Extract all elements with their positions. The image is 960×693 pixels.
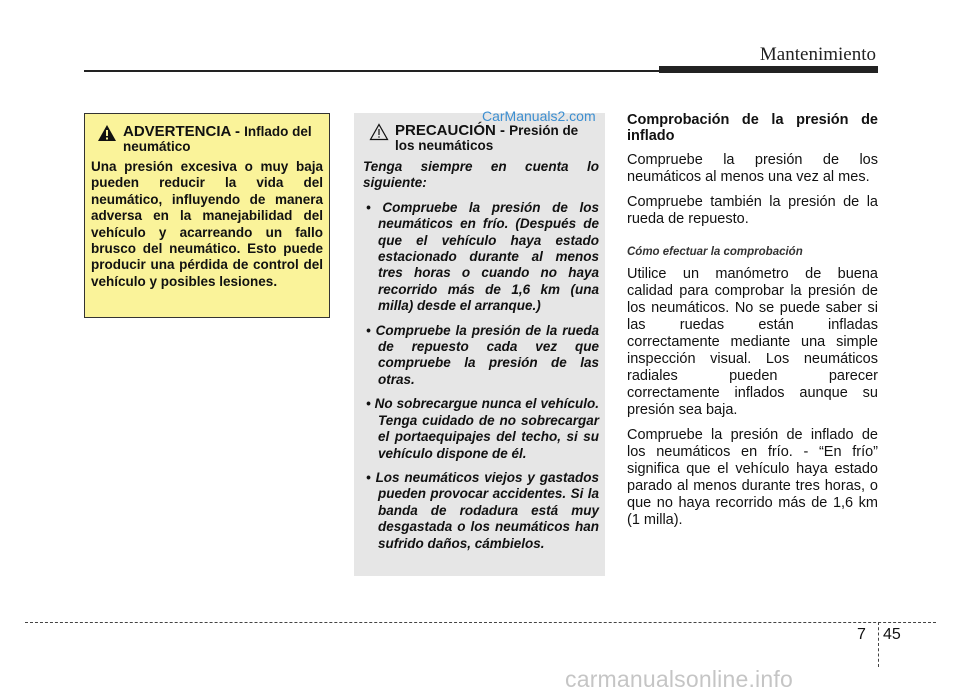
caution-item: • No sobrecargue nunca el vehículo. Tenga cuidado de no sobrecargar el portaequipajes del techo, si su vehículo dispone de él. (366, 396, 599, 461)
warning-box (84, 113, 330, 318)
paragraph: Utilice un manómetro de buena calidad para comprobar la presión de los neumáticos. No se puede saber si las ruedas están infladas correctamente mediante una simple inspección visual. Los neumáticos radiales pueden parecer correctamente inflados aunque su presión sea baja. (627, 266, 878, 418)
warning-title (123, 124, 323, 154)
caution-title (395, 123, 599, 153)
paragraph: Compruebe también la presión de la rueda de repuesto. (627, 194, 878, 227)
warning-title-sub: Inflado del neumático (123, 124, 312, 154)
caution-item: • Los neumáticos viejos y gastados pueden provocar accidentes. Si la banda de rodadura está muy desgastada o los neumáticos han sufrido daños, cámbielos. (366, 469, 599, 551)
section-heading: Comprobación de la presión de inflado (627, 112, 878, 144)
warning-triangle-icon (97, 124, 117, 142)
site-watermark: carmanualsonline.info (565, 666, 793, 692)
caution-title-sub: Presión de los neumáticos (395, 123, 579, 153)
header-rule (84, 70, 659, 72)
warning-title-row (97, 124, 323, 154)
subsection-heading: Cómo efectuar la comprobación (627, 246, 803, 258)
caution-item: • Compruebe la presión de la rueda de repuesto cada vez que compruebe la presión de las otras. (366, 322, 599, 387)
caution-item: • Compruebe la presión de los neumáticos en frío. (Después de que el vehículo haya estado estacionado durante al menos tres horas o cuando no haya recorrido más de 1,6 km (una milla) desde el arranque.) (366, 199, 599, 314)
warning-title-main: ADVERTENCIA - (123, 123, 245, 140)
footer-page-divider (878, 622, 879, 667)
page-section-title: Mantenimiento (759, 44, 876, 65)
header-rule-thick (659, 66, 878, 73)
chapter-number: 7 (857, 626, 866, 643)
main-text-column (627, 112, 878, 537)
watermark-link[interactable]: CarManuals2.com (482, 108, 596, 124)
paragraph: Compruebe la presión de inflado de los neumáticos en frío. - “En frío” significa que el vehículo haya estado parado al menos durante tres horas, o que no haya recorrido más de 1,6 km (1 milla). (627, 427, 878, 528)
caution-triangle-icon (369, 123, 389, 141)
page-number: 45 (883, 626, 901, 643)
paragraph: Compruebe la presión de los neumáticos al menos una vez al mes. (627, 152, 878, 185)
caution-box (354, 113, 605, 576)
warning-body: Una presión excesiva o muy baja pueden reducir la vida del neumático, influyendo de manera adversa en la manejabilidad del vehículo y acarreando un fallo brusco del neumático. Esto puede producir una pérdida de control del vehículo y posibles lesiones. (91, 159, 323, 289)
caution-list (363, 200, 599, 552)
caution-intro: Tenga siempre en cuenta lo siguiente: (363, 159, 599, 191)
caution-title-row (369, 123, 599, 153)
caution-title-main: PRECAUCIÓN - (395, 122, 510, 139)
footer-divider (25, 622, 936, 623)
